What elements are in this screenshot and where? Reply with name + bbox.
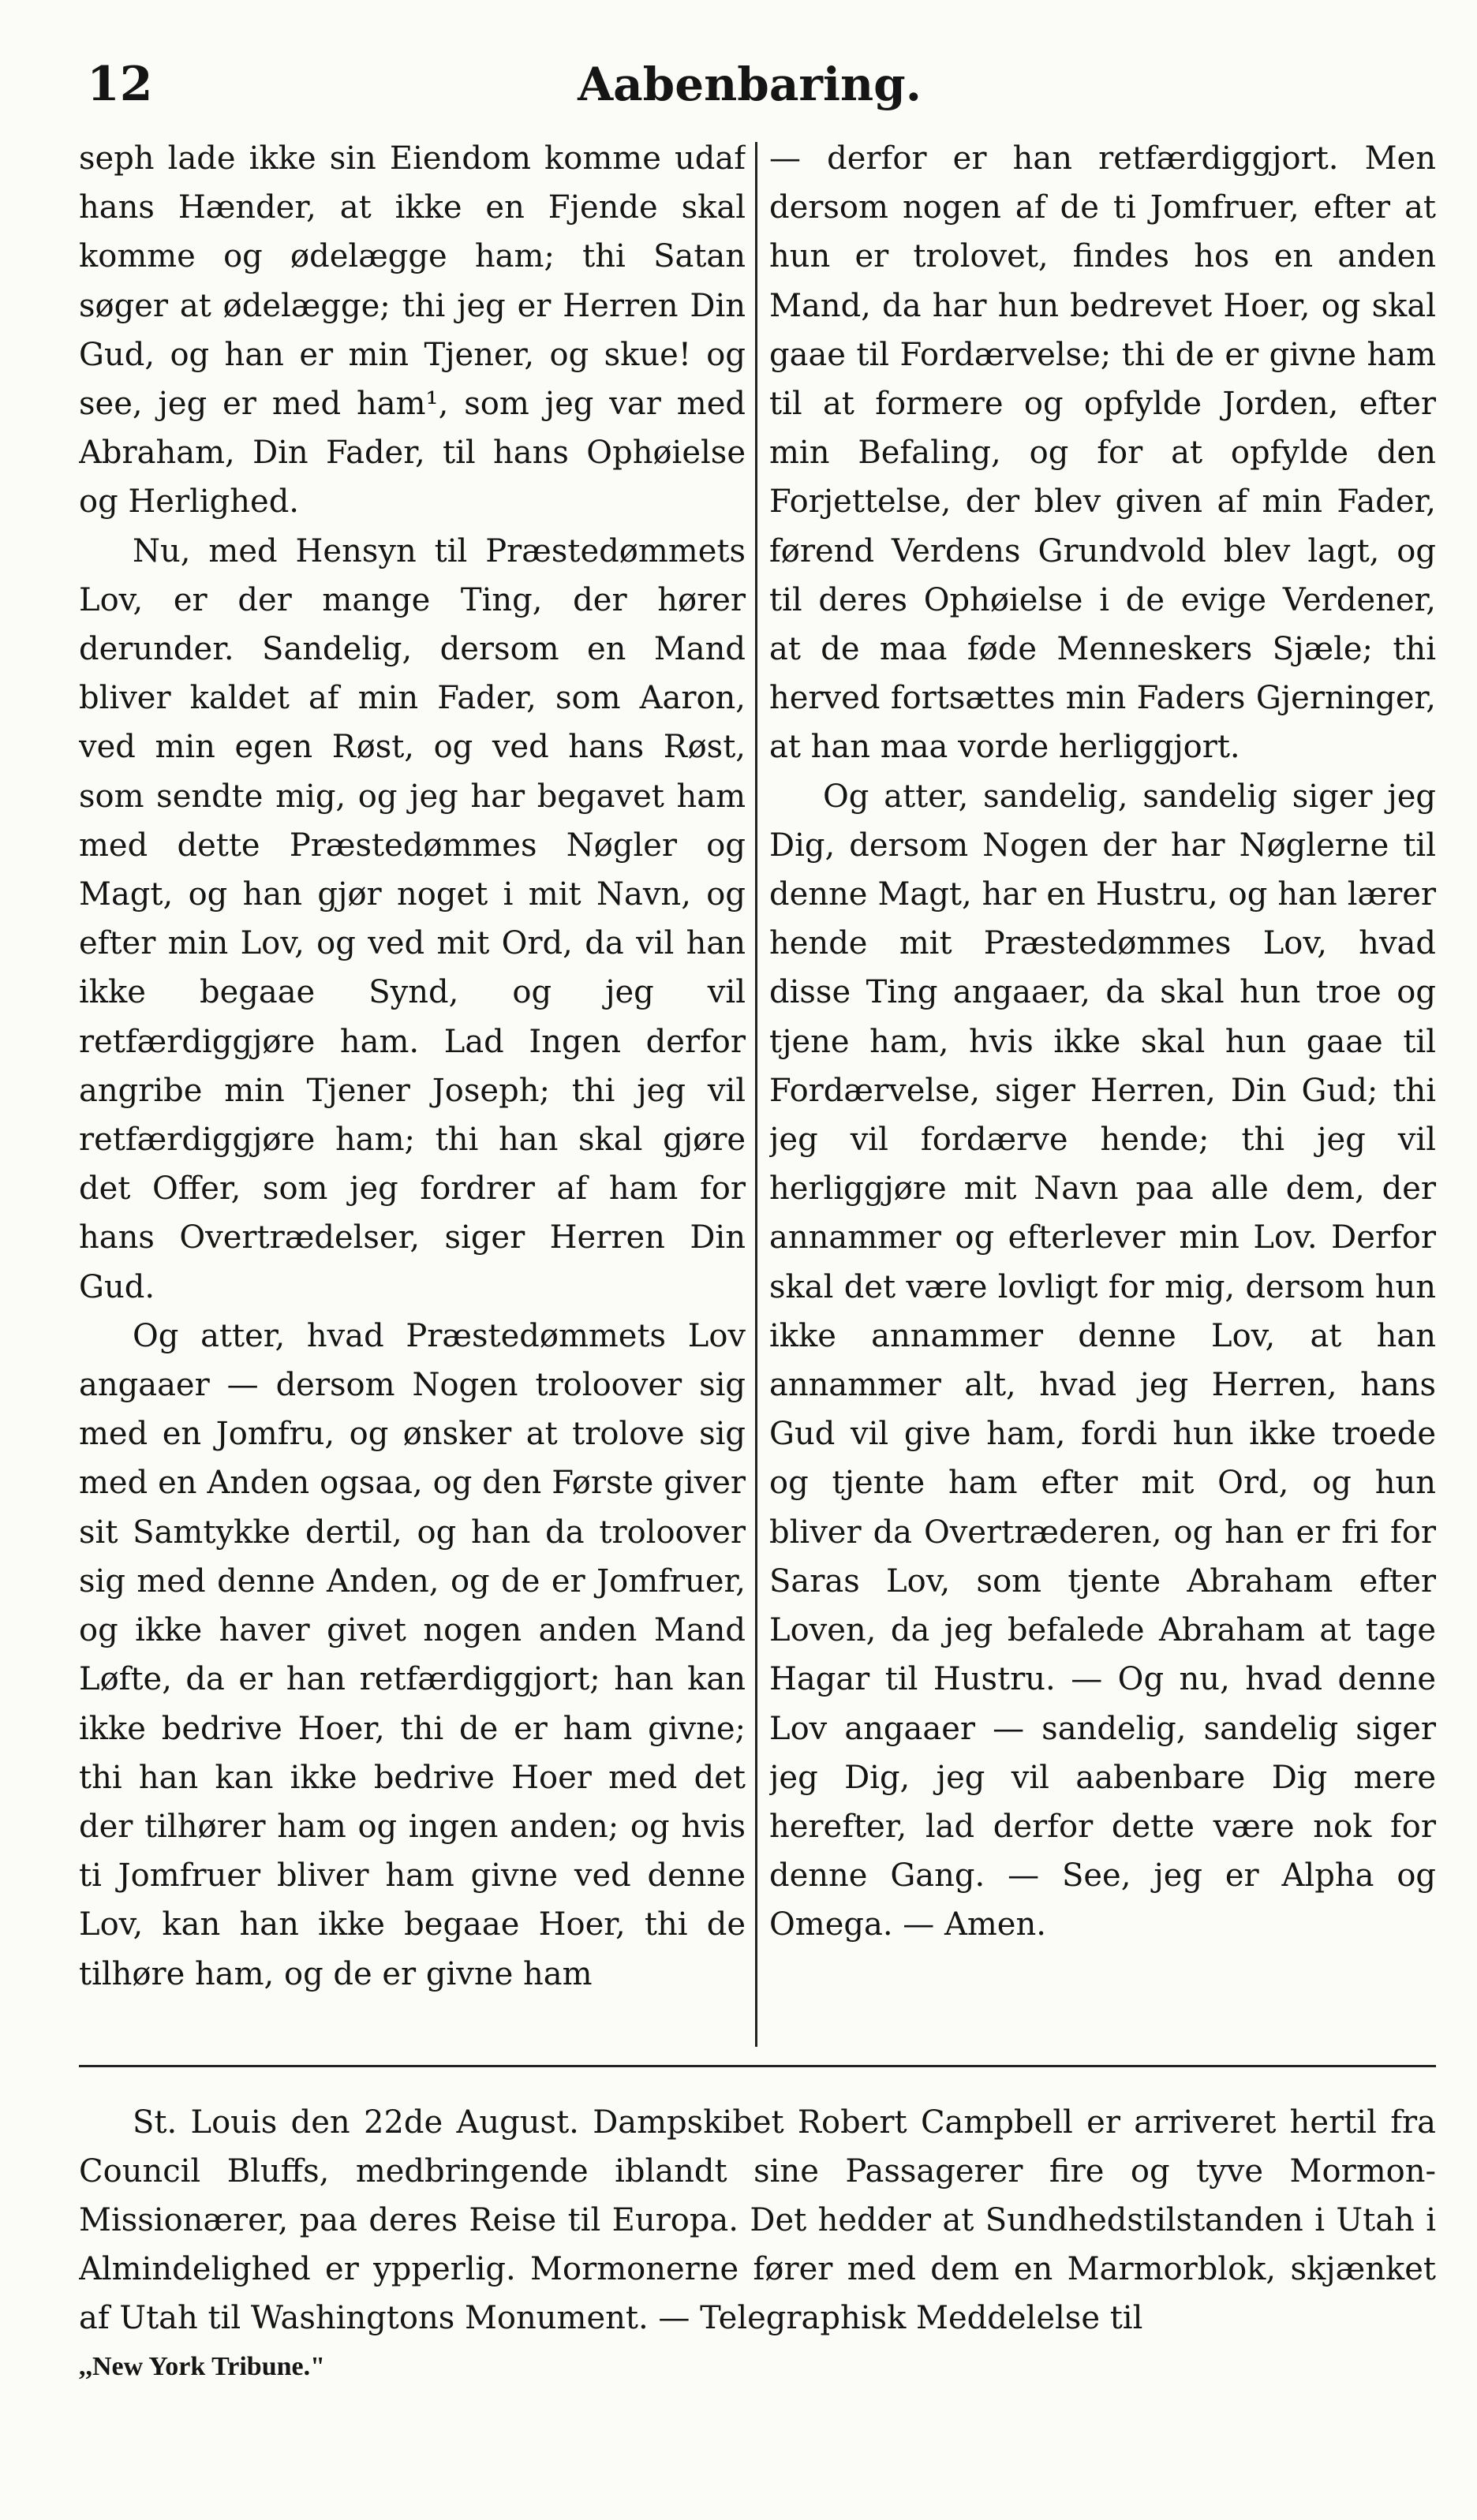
paragraph: — derfor er han retfærdiggjort. Men dersom nogen af de ti Jomfruer, efter at hun er trolovet, findes hos en anden Mand, da har hun bedrevet Hoer, og skal gaae til Fordærvelse; thi de er givne ham til at formere og opfylde Jorden, efter min Befaling, og for at opfylde den Forjettelse, der blev given af min Fader, førend Verdens Grundvold blev lagt, og til deres Ophøielse i de evige Verdener, at de maa føde Menneskers Sjæle; thi herved fortsættes min Faders Gjerninger, at han maa vorde herliggjort. xyxy=(769,140,1436,766)
news-footnote xyxy=(79,2098,1436,2477)
paragraph: seph lade ikke sin Eiendom komme udaf hans Hænder, at ikke en Fjende skal komme og ødelægge ham; thi Satan søger at ødelægge; thi jeg er Herren Din Gud, og han er min Tjener, og skue! og see, jeg er med ham¹, som jeg var med Abraham, Din Fader, til hans Ophøielse og Herlighed. xyxy=(79,140,746,521)
paragraph: Nu, med Hensyn til Præstedømmets Lov, er der mange Ting, der hører derunder. Sandelig, dersom en Mand bliver kaldet af min Fader, som Aaron, ved min egen Røst, og ved hans Røst, som sendte mig, og jeg har begavet ham med dette Præstedømmes Nøgler og Magt, og han gjør noget i mit Navn, og efter min Lov, og ved mit Ord, da vil han ikke begaae Synd, og jeg vil retfærdiggjøre ham. Lad Ingen derfor angribe min Tjener Joseph; thi jeg vil retfærdiggjøre ham; thi han skal gjøre det Offer, som jeg fordrer af ham for hans Overtrædelser, siger Herren Din Gud. xyxy=(79,532,746,1305)
paragraph: Og atter, hvad Præstedømmets Lov angaaer — dersom Nogen troloover sig med en Jomfru, og ønsker at trolove sig med en Anden ogsaa, og den Første giver sit Samtykke dertil, og han da troloover sig med denne Anden, og de er Jomfruer, og ikke haver givet nogen anden Mand Løfte, da er han retfærdiggjort; han kan ikke bedrive Hoer, thi de er ham givne; thi han kan ikke bedrive Hoer med det der tilhører ham og ingen anden; og hvis ti Jomfruer bliver ham givne ved denne Lov, kan han ikke begaae Hoer, thi de tilhøre ham, og de er givne ham xyxy=(79,1317,746,1992)
page-number: 12 xyxy=(87,57,153,112)
footnote-divider xyxy=(79,2065,1436,2067)
running-title: Aabenbaring. xyxy=(578,58,922,111)
paragraph: Og atter, sandelig, sandelig siger jeg Dig, dersom Nogen der har Nøglerne til denne Magt, har en Hustru, og han lærer hende mit Præstedømmes Lov, hvad disse Ting angaaer, da skal hun troe og tjene ham, hvis ikke skal hun gaae til Fordærvelse, siger Herren, Din Gud; thi jeg vil fordærve hende; thi jeg vil herliggjøre mit Navn paa alle dem, der annammer og efterlever min Lov. Derfor skal det være lovligt for mig, dersom hun ikke annammer denne Lov, at han annammer alt, hvad jeg Herren, hans Gud vil give ham, fordi hun ikke troede og tjente ham efter mit Ord, og hun bliver da Overtræderen, og han er fri for Saras Lov, som tjente Abraham efter Loven, da jeg befalede Abraham at tage Hagar til Hustru. — Og nu, hvad denne Lov angaaer — sandelig, sandelig siger jeg Dig, jeg vil aabenbare Dig mere herefter, lad derfor dette være nok for denne Gang. — See, jeg er Alpha og Omega. — Amen. xyxy=(769,778,1436,1943)
column-divider xyxy=(755,142,757,2047)
left-column xyxy=(79,134,746,2051)
right-column xyxy=(769,134,1436,2051)
footnote-source: ,,New York Tribune." xyxy=(79,2352,325,2381)
page-header xyxy=(87,49,1412,120)
footnote-text: St. Louis den 22de August. Dampskibet Robert Campbell er arriveret hertil fra Council Bluffs, medbringende iblandt sine Passagerer fire og tyve Mormon-Missionærer, paa deres Reise til Europa. Det hedder at Sundhedstilstanden i Utah i Almindelighed er ypperlig. Mormonerne fører med dem en Marmorblok, skjænket af Utah til Washingtons Monument. — Telegraphisk Meddelelse til xyxy=(79,2104,1436,2336)
text-columns xyxy=(79,134,1436,2051)
